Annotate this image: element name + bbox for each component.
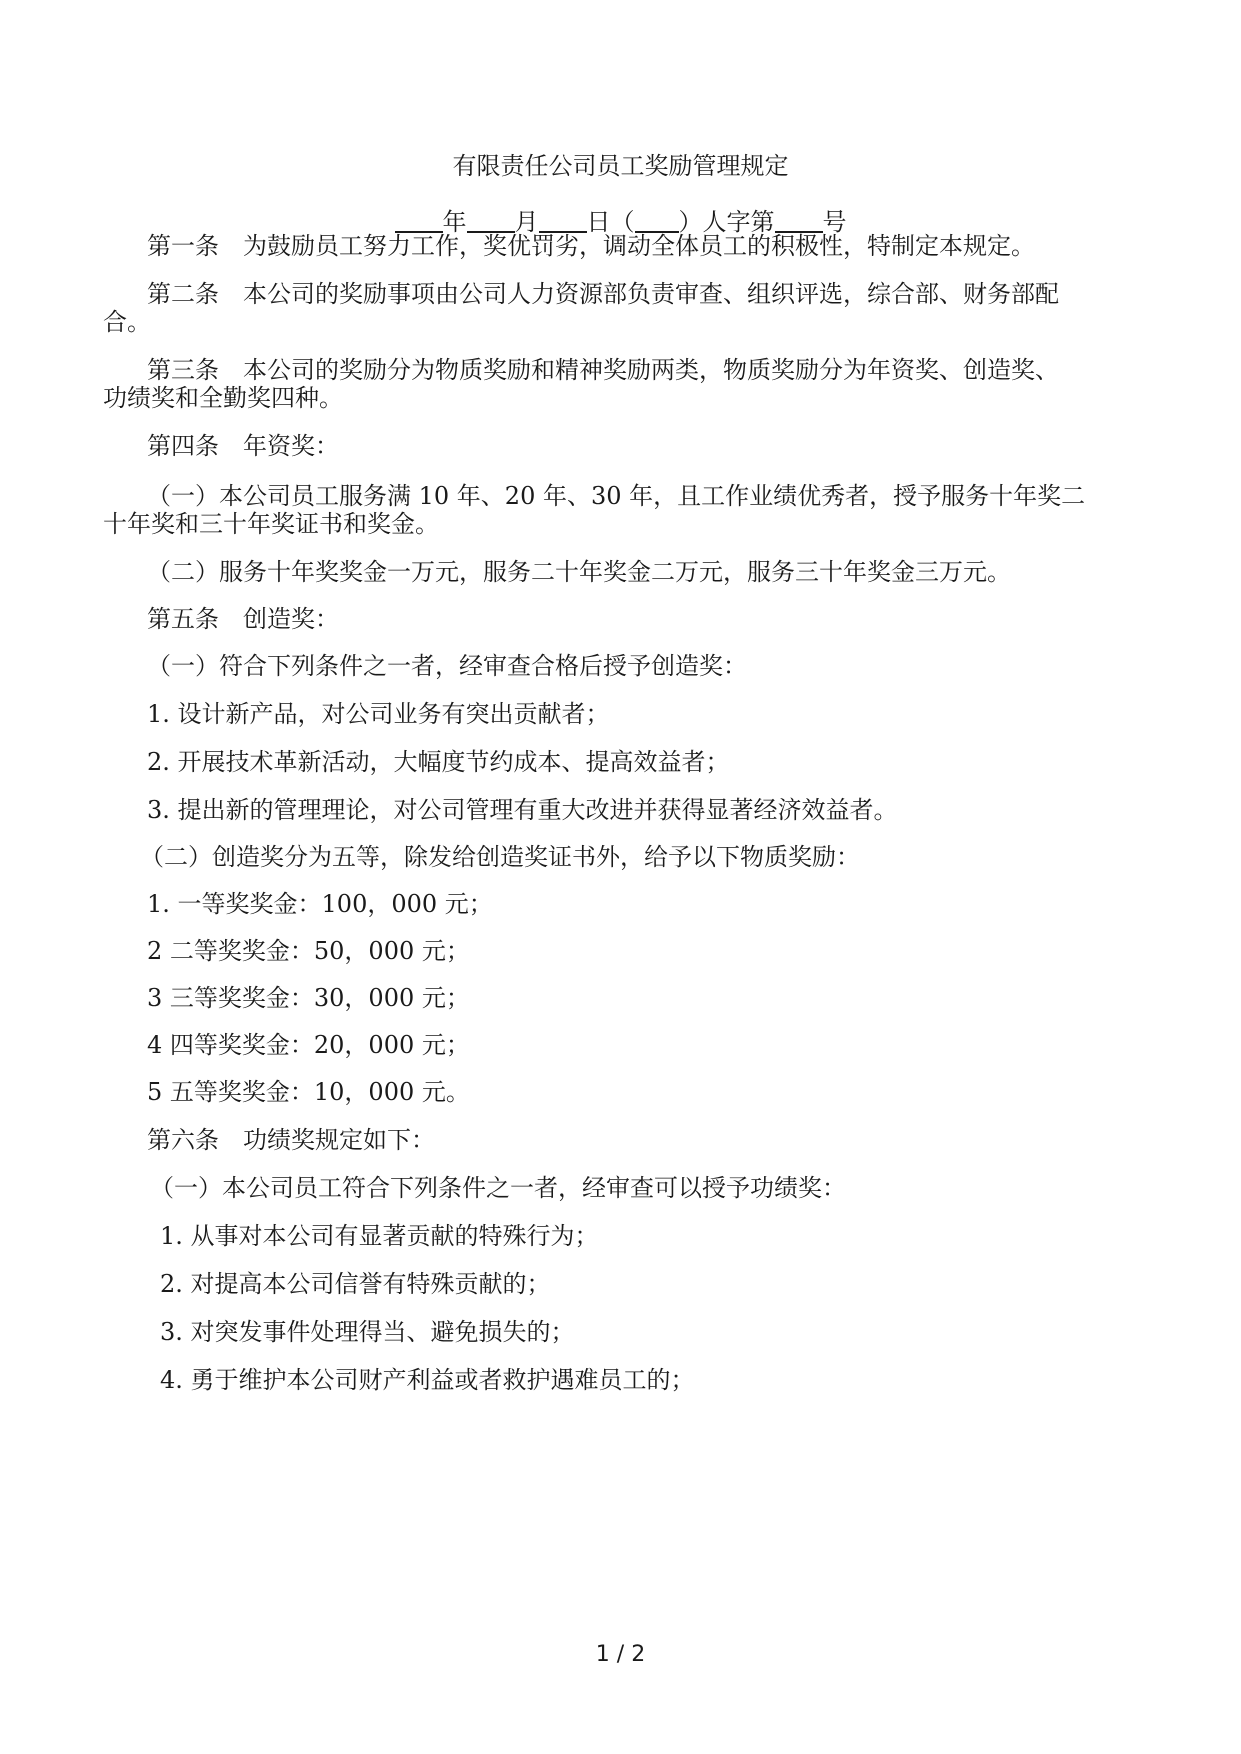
ref-label: ）人字第 [678, 208, 775, 236]
article-4-item-2: （二）服务十年奖奖金一万元，服务二十年奖金二万元，服务三十年奖金三万元。 [147, 558, 1011, 586]
article-3-line-2: 功绩奖和全勤奖四种。 [103, 384, 343, 412]
article-5-heading: 第五条 创造奖： [147, 605, 339, 633]
article-5-condition-3: 3. 提出新的管理理论，对公司管理有重大改进并获得显著经济效益者。 [147, 796, 898, 824]
article-3-line-1: 第三条 本公司的奖励分为物质奖励和精神奖励两类，物质奖励分为年资奖、创造奖、 [147, 356, 1059, 384]
document-title: 有限责任公司员工奖励管理规定 [452, 152, 789, 180]
prize-third: 3 三等奖奖金：30，000 元； [147, 984, 470, 1012]
article-5-item-1: （一）符合下列条件之一者，经审查合格后授予创造奖： [147, 652, 747, 680]
article-6-condition-3: 3. 对突发事件处理得当、避免损失的； [160, 1318, 575, 1346]
article-6-condition-1: 1. 从事对本公司有显著贡献的特殊行为； [160, 1222, 599, 1250]
prize-first: 1. 一等奖奖金：100，000 元； [147, 890, 493, 918]
article-6-heading: 第六条 功绩奖规定如下： [147, 1126, 435, 1154]
prize-second: 2 二等奖奖金：50，000 元； [147, 937, 470, 965]
day-label: 日（ [586, 208, 635, 236]
article-5-condition-1: 1. 设计新产品，对公司业务有突出贡献者； [147, 700, 610, 728]
article-2-line-1: 第二条 本公司的奖励事项由公司人力资源部负责审查、组织评选，综合部、财务部配 [147, 280, 1059, 308]
article-4-item-1-line-1: （一）本公司员工服务满 10 年、20 年、30 年，且工作业绩优秀者，授予服务十年奖二 [147, 482, 1086, 510]
article-5-condition-2: 2. 开展技术革新活动，大幅度节约成本、提高效益者； [147, 748, 730, 776]
article-4-heading: 第四条 年资奖： [147, 432, 339, 460]
prize-fifth: 5 五等奖奖金：10，000 元。 [147, 1078, 470, 1106]
article-6-condition-2: 2. 对提高本公司信誉有特殊贡献的； [160, 1270, 551, 1298]
article-4-item-1-line-2: 十年奖和三十年奖证书和奖金。 [103, 510, 439, 538]
article-5-item-2: （二）创造奖分为五等，除发给创造奖证书外，给予以下物质奖励： [140, 843, 860, 871]
year-label: 年 [442, 208, 467, 236]
number-label: 号 [822, 208, 847, 236]
prize-fourth: 4 四等奖奖金：20，000 元； [147, 1031, 470, 1059]
article-2-line-2: 合。 [103, 308, 151, 336]
month-label: 月 [514, 208, 539, 236]
article-1: 第一条 为鼓励员工努力工作，奖优罚劣，调动全体员工的积极性，特制定本规定。 [147, 232, 1035, 260]
article-6-item-1: （一）本公司员工符合下列条件之一者，经审查可以授予功绩奖： [150, 1174, 846, 1202]
article-6-condition-4: 4. 勇于维护本公司财产利益或者救护遇难员工的； [160, 1366, 695, 1394]
page-number: 1 / 2 [595, 1642, 646, 1667]
